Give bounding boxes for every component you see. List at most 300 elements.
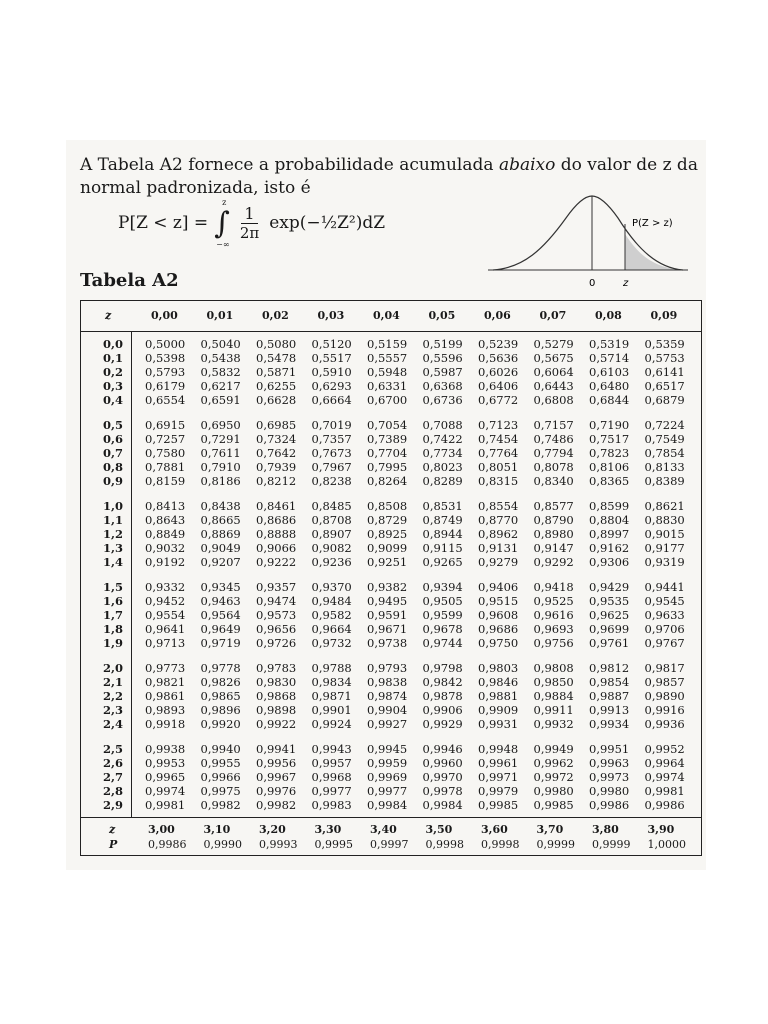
row-z-label: 0,7 — [103, 446, 124, 460]
table-cell: 0,7881 — [145, 460, 186, 474]
table-cell: 0,5948 — [367, 365, 408, 379]
table-cell: 0,5832 — [200, 365, 241, 379]
footer-cell: 0,9998 — [481, 838, 520, 851]
table-cell: 0,9222 — [256, 555, 297, 569]
table-cell: 0,6664 — [311, 393, 352, 407]
table-cell: 0,9761 — [589, 636, 630, 650]
table-row — [81, 636, 701, 650]
table-cell: 0,7995 — [367, 460, 408, 474]
footer-cell: 3,50 — [425, 823, 453, 836]
table-cell: 0,9803 — [478, 661, 519, 675]
table-cell: 0,6591 — [200, 393, 241, 407]
table-cell: 0,8997 — [589, 527, 630, 541]
table-cell: 0,9599 — [422, 608, 463, 622]
table-cell: 0,8413 — [145, 499, 186, 513]
row-z-label: 2,0 — [103, 661, 124, 675]
table-cell: 0,9641 — [145, 622, 186, 636]
table-cell: 0,9686 — [478, 622, 519, 636]
axis-label-z: z — [623, 278, 629, 289]
table-cell: 0,9706 — [644, 622, 685, 636]
table-cell: 0,9625 — [589, 608, 630, 622]
table-cell: 0,9904 — [367, 703, 408, 717]
table-cell: 0,8599 — [589, 499, 630, 513]
table-row — [81, 689, 701, 703]
row-z-label: 1,9 — [103, 636, 124, 650]
table-cell: 0,9979 — [478, 784, 519, 798]
row-z-label: 2,5 — [103, 742, 124, 756]
table-cell: 0,9177 — [644, 541, 685, 555]
table-cell: 0,8212 — [256, 474, 297, 488]
table-cell: 0,9049 — [200, 541, 241, 555]
footer-cell: 0,9998 — [425, 838, 464, 851]
z-table — [80, 300, 702, 856]
table-cell: 0,9854 — [589, 675, 630, 689]
table-row — [81, 742, 701, 756]
table-cell: 0,8264 — [367, 474, 408, 488]
table-cell: 0,8944 — [422, 527, 463, 541]
table-cell: 0,6879 — [644, 393, 685, 407]
table-row — [81, 661, 701, 675]
table-cell: 0,7291 — [200, 432, 241, 446]
table-cell: 0,7389 — [367, 432, 408, 446]
table-cell: 0,9906 — [422, 703, 463, 717]
table-cell: 0,9808 — [533, 661, 574, 675]
footer-cell: 3,90 — [647, 823, 675, 836]
table-footer — [81, 817, 701, 856]
table-cell: 0,5517 — [311, 351, 352, 365]
row-z-label: 1,2 — [103, 527, 124, 541]
table-cell: 0,9821 — [145, 675, 186, 689]
table-cell: 0,5000 — [145, 337, 186, 351]
table-cell: 0,9616 — [533, 608, 574, 622]
table-cell: 0,9788 — [311, 661, 352, 675]
table-cell: 0,5753 — [644, 351, 685, 365]
table-cell: 0,9934 — [589, 717, 630, 731]
table-cell: 0,7422 — [422, 432, 463, 446]
table-cell: 0,8023 — [422, 460, 463, 474]
table-cell: 0,8133 — [644, 460, 685, 474]
bell-curve — [493, 196, 683, 270]
table-cell: 0,9949 — [533, 742, 574, 756]
footer-p-row — [81, 838, 701, 854]
cdf-formula — [118, 197, 386, 249]
table-cell: 0,9861 — [145, 689, 186, 703]
column-header: 0,07 — [539, 309, 567, 322]
table-cell: 0,9893 — [145, 703, 186, 717]
table-cell: 0,5159 — [367, 337, 408, 351]
table-cell: 0,9830 — [256, 675, 297, 689]
table-cell: 0,9582 — [311, 608, 352, 622]
table-cell: 0,6406 — [478, 379, 519, 393]
footer-cell: 0,9993 — [259, 838, 298, 851]
table-cell: 0,9838 — [367, 675, 408, 689]
table-cell: 0,9744 — [422, 636, 463, 650]
table-cell: 0,8962 — [478, 527, 519, 541]
table-cell: 0,8804 — [589, 513, 630, 527]
table-cell: 0,6517 — [644, 379, 685, 393]
table-cell: 0,9857 — [644, 675, 685, 689]
table-cell: 0,9207 — [200, 555, 241, 569]
table-cell: 0,9147 — [533, 541, 574, 555]
row-z-label: 2,3 — [103, 703, 124, 717]
table-cell: 0,8925 — [367, 527, 408, 541]
table-cell: 0,9896 — [200, 703, 241, 717]
table-cell: 0,5398 — [145, 351, 186, 365]
table-cell: 0,9951 — [589, 742, 630, 756]
table-cell: 0,9941 — [256, 742, 297, 756]
table-cell: 0,6844 — [589, 393, 630, 407]
table-row — [81, 432, 701, 446]
table-cell: 0,9664 — [311, 622, 352, 636]
table-cell: 0,9783 — [256, 661, 297, 675]
row-z-label: 1,5 — [103, 580, 124, 594]
table-cell: 0,9953 — [145, 756, 186, 770]
table-cell: 0,5793 — [145, 365, 186, 379]
table-cell: 0,9961 — [478, 756, 519, 770]
table-row — [81, 527, 701, 541]
table-row — [81, 717, 701, 731]
table-cell: 0,6700 — [367, 393, 408, 407]
table-cell: 0,9929 — [422, 717, 463, 731]
table-cell: 0,5675 — [533, 351, 574, 365]
table-cell: 0,9591 — [367, 608, 408, 622]
table-row — [81, 594, 701, 608]
table-cell: 0,9975 — [200, 784, 241, 798]
table-cell: 0,8289 — [422, 474, 463, 488]
table-cell: 0,9767 — [644, 636, 685, 650]
table-cell: 0,9082 — [311, 541, 352, 555]
table-cell: 0,9608 — [478, 608, 519, 622]
row-z-label: 2,1 — [103, 675, 124, 689]
table-cell: 0,5239 — [478, 337, 519, 351]
table-cell: 0,9515 — [478, 594, 519, 608]
table-cell: 0,9319 — [644, 555, 685, 569]
table-cell: 0,9931 — [478, 717, 519, 731]
table-cell: 0,9887 — [589, 689, 630, 703]
table-cell: 0,9265 — [422, 555, 463, 569]
tail-label: P(Z > z) — [632, 218, 673, 229]
table-cell: 0,9909 — [478, 703, 519, 717]
column-header: 0,04 — [373, 309, 400, 322]
table-cell: 0,8888 — [256, 527, 297, 541]
table-row — [81, 541, 701, 555]
table-cell: 0,9986 — [589, 798, 630, 812]
table-cell: 0,9986 — [644, 798, 685, 812]
table-cell: 0,9441 — [644, 580, 685, 594]
table-cell: 0,6141 — [644, 365, 685, 379]
table-cell: 0,8461 — [256, 499, 297, 513]
table-cell: 0,6217 — [200, 379, 241, 393]
table-cell: 0,9554 — [145, 608, 186, 622]
table-cell: 0,9983 — [311, 798, 352, 812]
table-cell: 0,9484 — [311, 594, 352, 608]
table-cell: 0,9945 — [367, 742, 408, 756]
table-cell: 0,7704 — [367, 446, 408, 460]
table-cell: 0,9938 — [145, 742, 186, 756]
row-z-label: 1,1 — [103, 513, 124, 527]
table-cell: 0,7088 — [422, 418, 463, 432]
table-row — [81, 555, 701, 569]
table-cell: 0,6554 — [145, 393, 186, 407]
table-cell: 0,9940 — [200, 742, 241, 756]
table-cell: 0,9890 — [644, 689, 685, 703]
table-cell: 0,9969 — [367, 770, 408, 784]
table-cell: 0,9972 — [533, 770, 574, 784]
table-row — [81, 770, 701, 784]
table-row — [81, 756, 701, 770]
table-cell: 0,7910 — [200, 460, 241, 474]
table-cell: 0,5636 — [478, 351, 519, 365]
footer-cell: 3,30 — [314, 823, 342, 836]
table-cell: 0,6950 — [200, 418, 241, 432]
column-header: 0,08 — [595, 309, 622, 322]
table-cell: 0,9564 — [200, 608, 241, 622]
table-cell: 0,9236 — [311, 555, 352, 569]
table-cell: 0,9732 — [311, 636, 352, 650]
table-cell: 0,8770 — [478, 513, 519, 527]
table-cell: 0,9980 — [533, 784, 574, 798]
table-cell: 0,9976 — [256, 784, 297, 798]
table-cell: 0,9850 — [533, 675, 574, 689]
table-row — [81, 393, 701, 407]
table-cell: 0,8508 — [367, 499, 408, 513]
table-cell: 0,9982 — [256, 798, 297, 812]
table-cell: 0,9943 — [311, 742, 352, 756]
integral-sign: ∫ z −∞ — [214, 197, 230, 249]
table-cell: 0,8389 — [644, 474, 685, 488]
table-row — [81, 337, 701, 351]
table-cell: 0,9971 — [478, 770, 519, 784]
table-row — [81, 580, 701, 594]
footer-cell: 3,20 — [259, 823, 286, 836]
table-cell: 0,9817 — [644, 661, 685, 675]
table-cell: 0,8621 — [644, 499, 685, 513]
table-cell: 0,8531 — [422, 499, 463, 513]
table-cell: 0,5279 — [533, 337, 574, 351]
table-cell: 0,8340 — [533, 474, 574, 488]
table-cell: 0,6103 — [589, 365, 630, 379]
table-cell: 0,9332 — [145, 580, 186, 594]
table-cell: 0,6985 — [256, 418, 297, 432]
row-z-label: 0,5 — [103, 418, 124, 432]
table-cell: 0,9773 — [145, 661, 186, 675]
table-cell: 0,8238 — [311, 474, 352, 488]
table-cell: 0,5557 — [367, 351, 408, 365]
table-cell: 0,9713 — [145, 636, 186, 650]
table-cell: 0,9798 — [422, 661, 463, 675]
footer-z-row — [81, 823, 701, 839]
table-cell: 0,9756 — [533, 636, 574, 650]
table-cell: 0,8159 — [145, 474, 186, 488]
table-cell: 0,9970 — [422, 770, 463, 784]
table-cell: 0,9966 — [200, 770, 241, 784]
table-row — [81, 622, 701, 636]
table-cell: 0,9965 — [145, 770, 186, 784]
table-cell: 0,9952 — [644, 742, 685, 756]
table-cell: 0,5120 — [311, 337, 352, 351]
row-z-label: 1,8 — [103, 622, 124, 636]
table-cell: 0,9463 — [200, 594, 241, 608]
table-cell: 0,9974 — [145, 784, 186, 798]
row-z-label: 1,6 — [103, 594, 124, 608]
footer-cell: 0,9986 — [148, 838, 187, 851]
table-cell: 0,5714 — [589, 351, 630, 365]
formula-fraction — [240, 204, 259, 242]
table-cell: 0,7486 — [533, 432, 574, 446]
table-cell: 0,9913 — [589, 703, 630, 717]
table-cell: 0,8869 — [200, 527, 241, 541]
table-cell: 0,9345 — [200, 580, 241, 594]
table-cell: 0,9901 — [311, 703, 352, 717]
table-cell: 0,8980 — [533, 527, 574, 541]
table-cell: 0,9115 — [422, 541, 463, 555]
table-cell: 0,8315 — [478, 474, 519, 488]
table-cell: 0,9985 — [478, 798, 519, 812]
integral-lower-limit: −∞ — [216, 239, 230, 249]
row-z-label: 2,8 — [103, 784, 124, 798]
axis-label-zero: 0 — [589, 278, 596, 289]
table-cell: 0,9678 — [422, 622, 463, 636]
table-cell: 0,5319 — [589, 337, 630, 351]
formula-rhs: exp(−½Z²)dZ — [269, 213, 386, 233]
table-cell: 0,9916 — [644, 703, 685, 717]
table-cell: 0,9649 — [200, 622, 241, 636]
table-cell: 0,6026 — [478, 365, 519, 379]
table-cell: 0,6443 — [533, 379, 574, 393]
table-cell: 0,5910 — [311, 365, 352, 379]
table-row — [81, 703, 701, 717]
table-cell: 0,9525 — [533, 594, 574, 608]
table-cell: 0,5359 — [644, 337, 685, 351]
table-cell: 0,9918 — [145, 717, 186, 731]
table-cell: 0,8830 — [644, 513, 685, 527]
table-cell: 0,9932 — [533, 717, 574, 731]
footer-cell: 3,80 — [592, 823, 619, 836]
table-cell: 0,9693 — [533, 622, 574, 636]
table-cell: 0,6293 — [311, 379, 352, 393]
table-cell: 0,9927 — [367, 717, 408, 731]
table-cell: 0,5871 — [256, 365, 297, 379]
table-cell: 0,9671 — [367, 622, 408, 636]
table-cell: 0,9826 — [200, 675, 241, 689]
table-cell: 0,7794 — [533, 446, 574, 460]
column-header: 0,03 — [317, 309, 345, 322]
column-header: 0,09 — [650, 309, 678, 322]
table-cell: 0,9357 — [256, 580, 297, 594]
table-cell: 0,5596 — [422, 351, 463, 365]
table-cell: 0,7611 — [200, 446, 241, 460]
table-cell: 0,9699 — [589, 622, 630, 636]
table-cell: 0,9418 — [533, 580, 574, 594]
table-cell: 0,6808 — [533, 393, 574, 407]
table-cell: 0,9963 — [589, 756, 630, 770]
table-title: Tabela A2 — [80, 270, 179, 291]
table-cell: 0,9032 — [145, 541, 186, 555]
row-z-label: 1,7 — [103, 608, 124, 622]
z-column-header: z — [105, 309, 112, 322]
table-cell: 0,6915 — [145, 418, 186, 432]
table-cell: 0,9865 — [200, 689, 241, 703]
table-cell: 0,8051 — [478, 460, 519, 474]
row-z-label: 0,6 — [103, 432, 124, 446]
table-cell: 0,7764 — [478, 446, 519, 460]
table-cell: 0,6628 — [256, 393, 297, 407]
table-cell: 0,9967 — [256, 770, 297, 784]
table-cell: 0,9066 — [256, 541, 297, 555]
table-cell: 0,9956 — [256, 756, 297, 770]
column-header: 0,05 — [428, 309, 456, 322]
table-cell: 0,9973 — [589, 770, 630, 784]
table-cell: 0,9793 — [367, 661, 408, 675]
table-cell: 0,9974 — [644, 770, 685, 784]
table-cell: 0,9878 — [422, 689, 463, 703]
footer-row-label: P — [109, 838, 118, 851]
column-header: 0,02 — [262, 309, 289, 322]
table-cell: 0,9898 — [256, 703, 297, 717]
table-cell: 0,9495 — [367, 594, 408, 608]
table-cell: 0,9874 — [367, 689, 408, 703]
table-cell: 0,9924 — [311, 717, 352, 731]
table-cell: 0,9015 — [644, 527, 685, 541]
table-cell: 0,9370 — [311, 580, 352, 594]
footer-cell: 3,00 — [148, 823, 175, 836]
table-cell: 0,8665 — [200, 513, 241, 527]
table-cell: 0,9884 — [533, 689, 574, 703]
table-cell: 0,9279 — [478, 555, 519, 569]
table-cell: 0,6179 — [145, 379, 186, 393]
table-cell: 0,7324 — [256, 432, 297, 446]
table-cell: 0,9452 — [145, 594, 186, 608]
table-cell: 0,9834 — [311, 675, 352, 689]
table-cell: 0,9977 — [367, 784, 408, 798]
table-cell: 0,8849 — [145, 527, 186, 541]
table-cell: 0,9957 — [311, 756, 352, 770]
table-row — [81, 446, 701, 460]
footer-cell: 0,9995 — [314, 838, 353, 851]
table-row — [81, 351, 701, 365]
footer-cell: 0,9999 — [592, 838, 631, 851]
row-z-label: 0,1 — [103, 351, 124, 365]
table-cell: 0,9131 — [478, 541, 519, 555]
table-cell: 0,6064 — [533, 365, 574, 379]
table-cell: 0,9505 — [422, 594, 463, 608]
table-cell: 0,8790 — [533, 513, 574, 527]
table-cell: 0,8365 — [589, 474, 630, 488]
footer-cell: 1,0000 — [647, 838, 686, 851]
table-cell: 0,7517 — [589, 432, 630, 446]
intro-emphasis: abaixo — [498, 155, 556, 175]
column-header: 0,00 — [151, 309, 178, 322]
table-cell: 0,9960 — [422, 756, 463, 770]
table-cell: 0,9750 — [478, 636, 519, 650]
table-cell: 0,9984 — [422, 798, 463, 812]
footer-row-label: z — [109, 823, 116, 836]
footer-cell: 3,70 — [536, 823, 564, 836]
table-cell: 0,9726 — [256, 636, 297, 650]
table-cell: 0,9977 — [311, 784, 352, 798]
table-cell: 0,9980 — [589, 784, 630, 798]
table-cell: 0,9959 — [367, 756, 408, 770]
table-row — [81, 675, 701, 689]
table-cell: 0,7734 — [422, 446, 463, 460]
table-cell: 0,6255 — [256, 379, 297, 393]
row-z-label: 0,8 — [103, 460, 124, 474]
table-cell: 0,9842 — [422, 675, 463, 689]
table-cell: 0,9946 — [422, 742, 463, 756]
table-cell: 0,8106 — [589, 460, 630, 474]
row-z-label: 2,9 — [103, 798, 124, 812]
table-cell: 0,9535 — [589, 594, 630, 608]
